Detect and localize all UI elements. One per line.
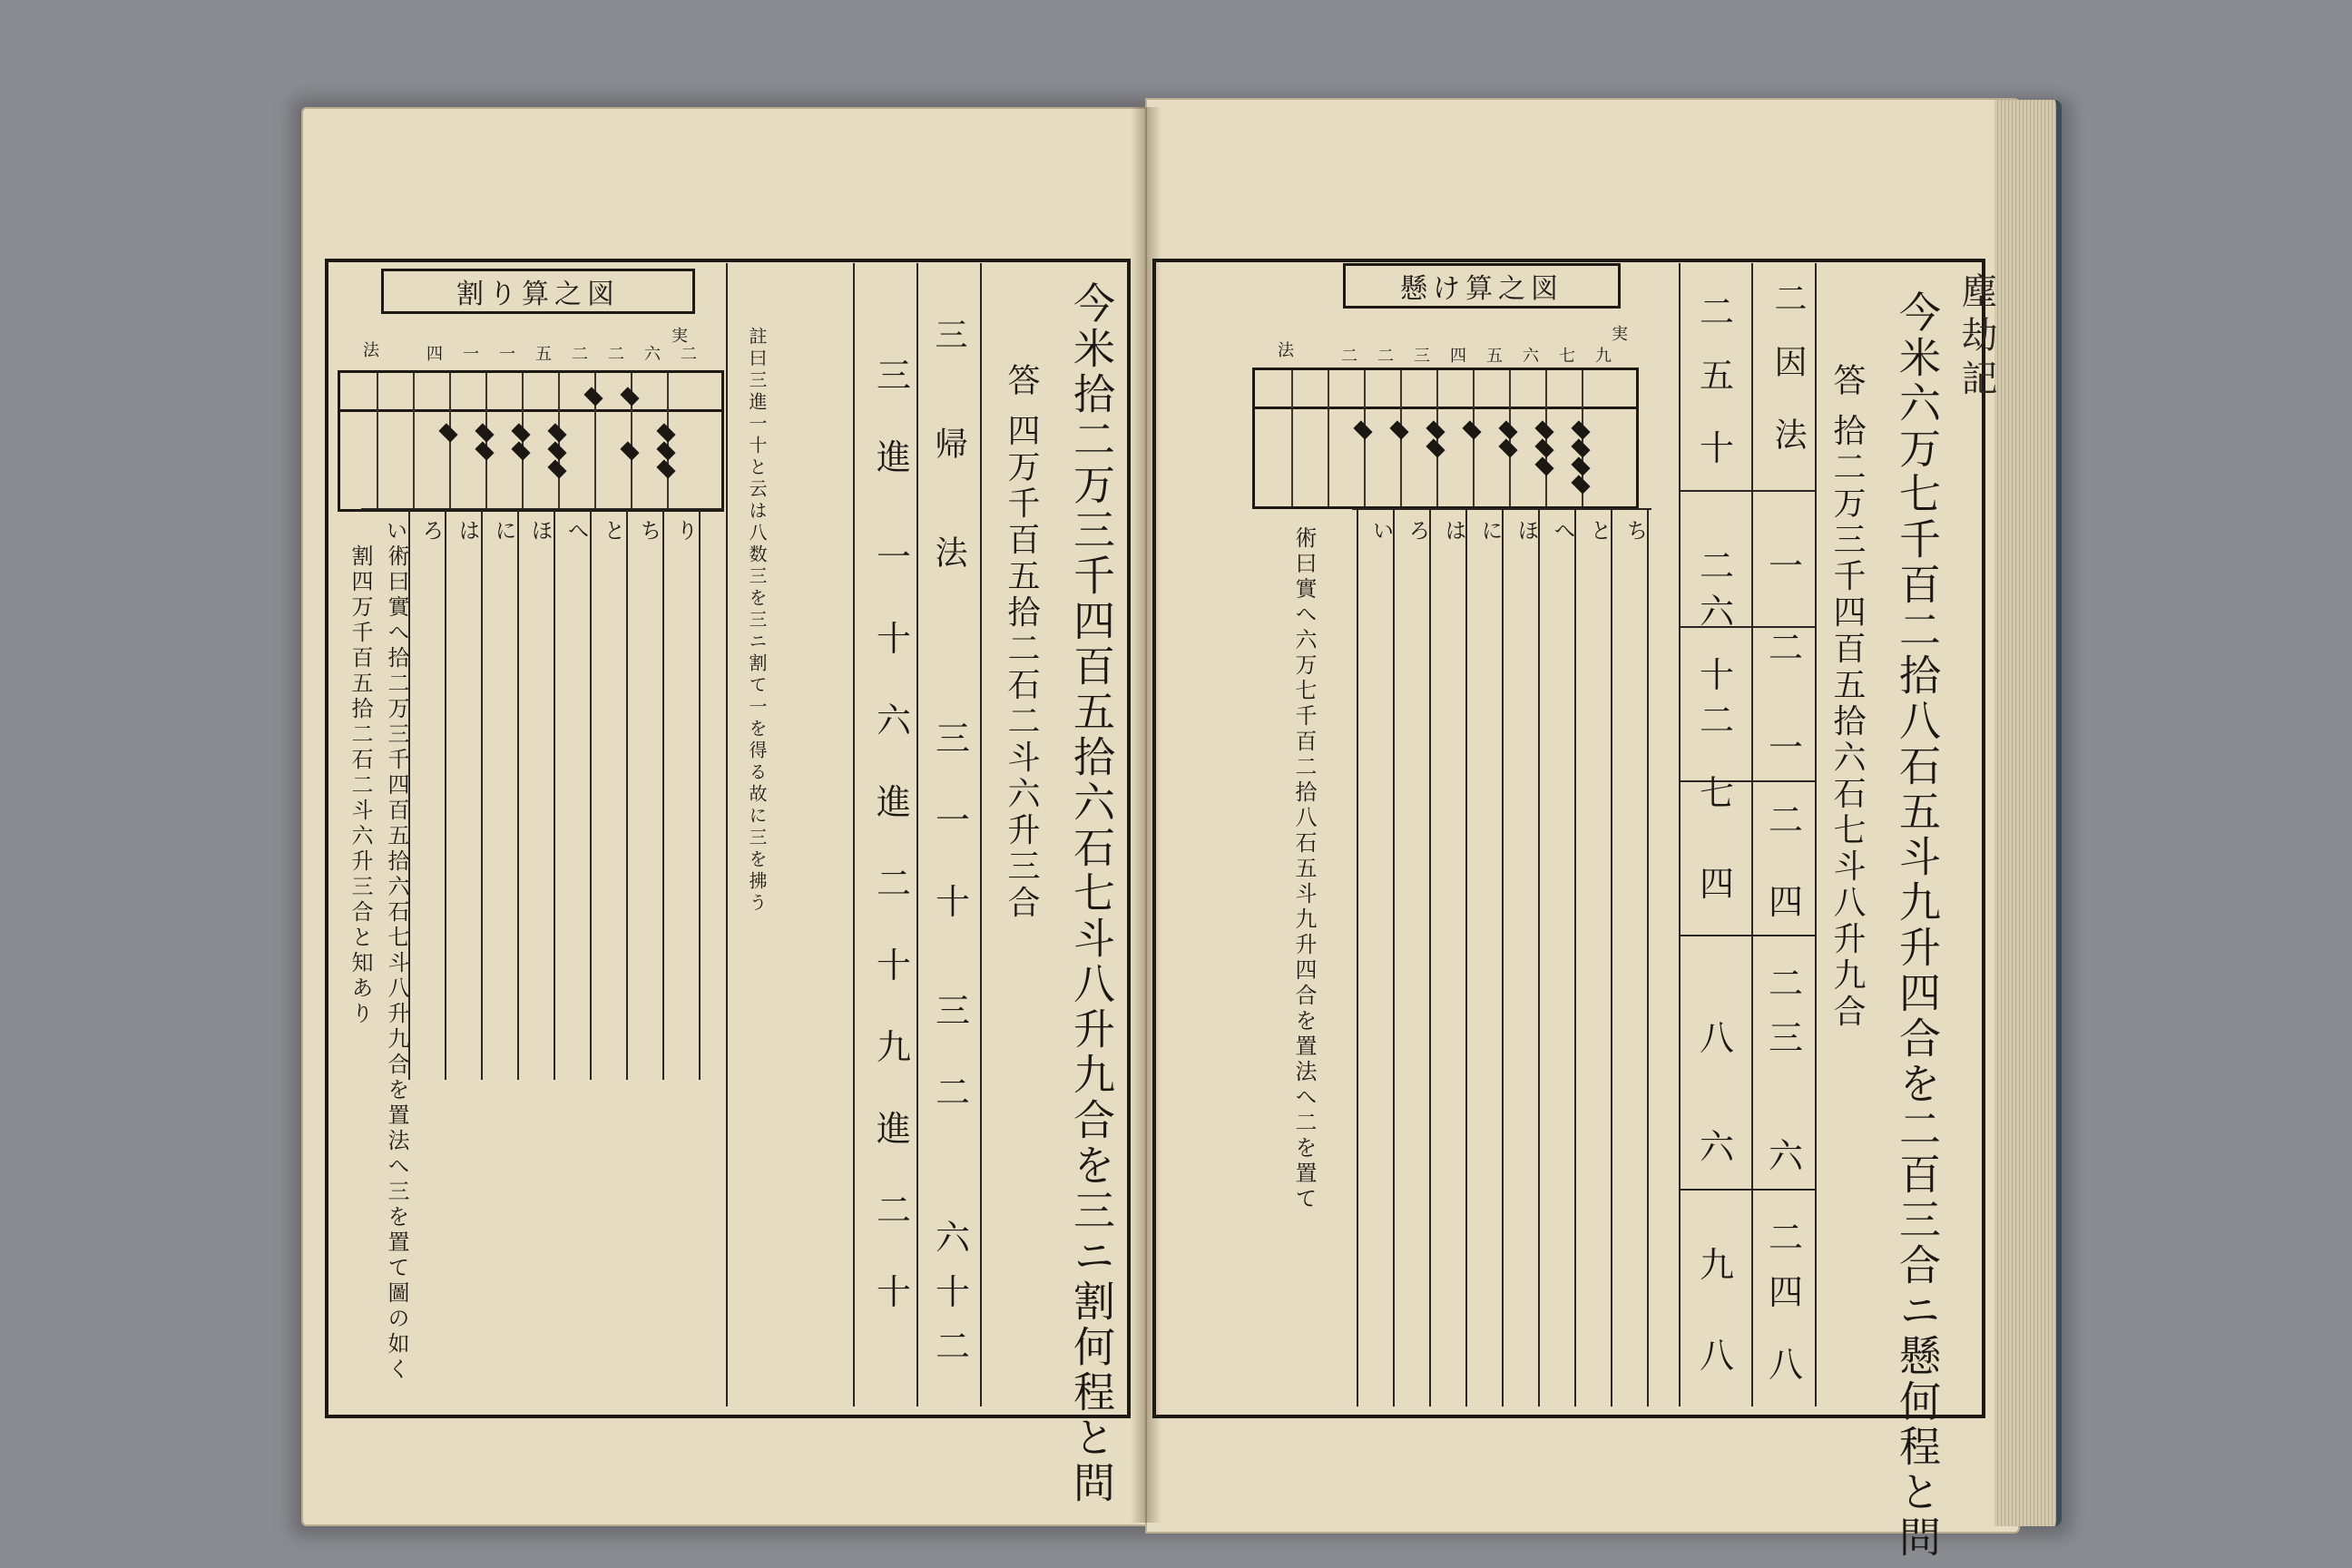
right-step-4: ほ	[1514, 519, 1539, 544]
right-step-0: い	[1368, 519, 1394, 544]
right-cell-1-3: 二	[1699, 700, 1734, 740]
left-abacus-label-3: 一	[499, 345, 515, 364]
left-abacus-label-0: 法	[363, 341, 379, 360]
right-cell-2-1: 七	[1699, 772, 1734, 813]
right-mult-8: 二	[1768, 1217, 1803, 1258]
right-mult-6: 三	[1768, 1017, 1803, 1058]
right-mult-5: 二	[1768, 963, 1803, 1004]
left-diagram-title: 割り算之図	[381, 269, 695, 314]
right-mult-4: 四	[1768, 881, 1803, 922]
right-cell-1-1: 六	[1699, 591, 1734, 632]
right-mult-1: 二	[1768, 627, 1803, 668]
right-cell-1-0: 二	[1699, 545, 1734, 586]
right-answer-line: 答 拾二万三千四百五拾六石七斗八升九合	[1828, 363, 1866, 1031]
left-step-6: と	[600, 519, 625, 544]
right-mult-9: 四	[1768, 1271, 1803, 1312]
left-cell-0-1: 進	[876, 436, 911, 477]
right-step-6: と	[1586, 519, 1612, 544]
left-cell-5-2: 二	[876, 1190, 911, 1230]
right-side-title: 塵劫記	[1955, 272, 1997, 403]
right-mult-10: 八	[1768, 1344, 1803, 1385]
right-table-header-1: 因	[1769, 345, 1807, 381]
left-problem: 今米拾二万三千四百五拾六石七斗八升九合を三ニ割何程と問	[1067, 281, 1116, 1506]
left-cell-2-3: 十	[935, 881, 970, 922]
right-mult-3: 二	[1768, 799, 1803, 840]
right-abacus	[1252, 368, 1639, 509]
left-step-7: ち	[636, 519, 662, 544]
left-cell-3-0: 六	[876, 700, 911, 740]
left-table-header-0: 三	[930, 318, 967, 354]
right-abacus-label-2: 二	[1377, 347, 1394, 366]
left-step-4: ほ	[527, 519, 553, 544]
left-abacus-label-8: 二	[681, 345, 697, 364]
left-cell-5-0: 九	[876, 1026, 911, 1067]
right-cell-1-2: 十	[1699, 654, 1734, 695]
left-cell-5-3: 十	[876, 1271, 911, 1312]
left-note: 註曰三進一十と云は八数三を三ニ割て一を得る故に三を拂う	[746, 327, 768, 915]
left-abacus-label-1: 四	[426, 345, 443, 364]
left-abacus-label-2: 一	[463, 345, 479, 364]
left-cell-6-1: 十	[935, 1271, 970, 1312]
right-cell-4-3: 八	[1699, 1335, 1734, 1376]
left-cell-0-3: 十	[876, 618, 911, 659]
left-abacus-label-5: 二	[572, 345, 588, 364]
left-abacus-label-9: 実	[671, 327, 688, 346]
left-step-8: り	[672, 519, 698, 544]
right-abacus-label-6: 六	[1523, 347, 1539, 366]
right-mult-0: 一	[1768, 545, 1803, 586]
left-cell-3-3: 十	[876, 945, 911, 985]
left-table-header-1: 帰	[930, 426, 967, 463]
right-cell-0-0: 二	[1699, 291, 1734, 332]
left-cell-1-3: 一	[935, 799, 970, 840]
left-cell-0-0: 三	[876, 355, 911, 396]
right-abacus-label-5: 五	[1486, 347, 1503, 366]
right-table-header-0: 二	[1769, 281, 1807, 318]
right-problem: 今米六万七千百二拾八石五斗九升四合を二百三合ニ懸何程と問	[1893, 290, 1942, 1561]
left-abacus-label-4: 五	[535, 345, 552, 364]
left-step-0: い	[382, 519, 407, 544]
left-answer: 割四万千百五拾二石二斗六升三合と知あり	[348, 544, 373, 1027]
left-step-1: ろ	[418, 519, 444, 544]
right-step-1: ろ	[1405, 519, 1430, 544]
left-cell-4-3: 二	[935, 1072, 970, 1112]
left-cell-3-1: 進	[876, 781, 911, 822]
right-abacus-label-9: 実	[1612, 325, 1628, 344]
left-cell-5-1: 進	[876, 1108, 911, 1149]
left-step-5: へ	[564, 519, 589, 544]
right-cell-3-1: 八	[1699, 1017, 1734, 1058]
right-step-2: は	[1441, 519, 1466, 544]
right-abacus-label-3: 三	[1414, 347, 1430, 366]
left-explanation: 術曰實へ拾二万三千四百五拾六石七斗八升九合を置法へ三を置て圖の如く	[384, 544, 409, 1383]
left-abacus-label-6: 二	[608, 345, 624, 364]
right-cell-2-3: 四	[1699, 863, 1734, 904]
left-cell-4-2: 三	[935, 990, 970, 1031]
left-cell-6-0: 六	[935, 1217, 970, 1258]
fore-edge	[1994, 100, 2062, 1526]
right-abacus-label-4: 四	[1450, 347, 1466, 366]
right-step-7: ち	[1622, 519, 1648, 544]
left-cell-0-2: 一	[876, 536, 911, 577]
left-abacus	[338, 370, 724, 512]
right-abacus-label-8: 九	[1595, 347, 1612, 366]
right-cell-0-1: 五	[1699, 355, 1734, 396]
left-answer-line: 答 四万千百五拾二石二斗六升三合	[1003, 363, 1040, 922]
left-cell-6-2: 二	[935, 1326, 970, 1367]
right-step-3: に	[1477, 519, 1503, 544]
right-cell-4-1: 九	[1699, 1244, 1734, 1285]
left-step-2: は	[455, 519, 480, 544]
right-diagram-title: 懸け算之図	[1343, 263, 1621, 309]
right-explanation: 術曰實へ六万七千百二拾八石五斗九升四合を置法へ二を置て	[1291, 526, 1317, 1212]
right-cell-3-3: 六	[1699, 1126, 1734, 1167]
left-step-3: に	[491, 519, 516, 544]
right-abacus-label-0: 法	[1278, 341, 1294, 360]
left-abacus-label-7: 六	[644, 345, 661, 364]
right-mult-7: 六	[1768, 1135, 1803, 1176]
right-table-header-2: 法	[1769, 417, 1807, 454]
right-mult-2: 一	[1768, 727, 1803, 768]
right-cell-0-2: 十	[1699, 427, 1734, 468]
right-step-5: へ	[1550, 519, 1575, 544]
right-abacus-label-1: 二	[1341, 347, 1357, 366]
right-abacus-label-7: 七	[1559, 347, 1575, 366]
left-cell-1-2: 三	[935, 718, 970, 759]
left-cell-3-2: 二	[876, 863, 911, 904]
left-table-header-2: 法	[930, 535, 967, 572]
